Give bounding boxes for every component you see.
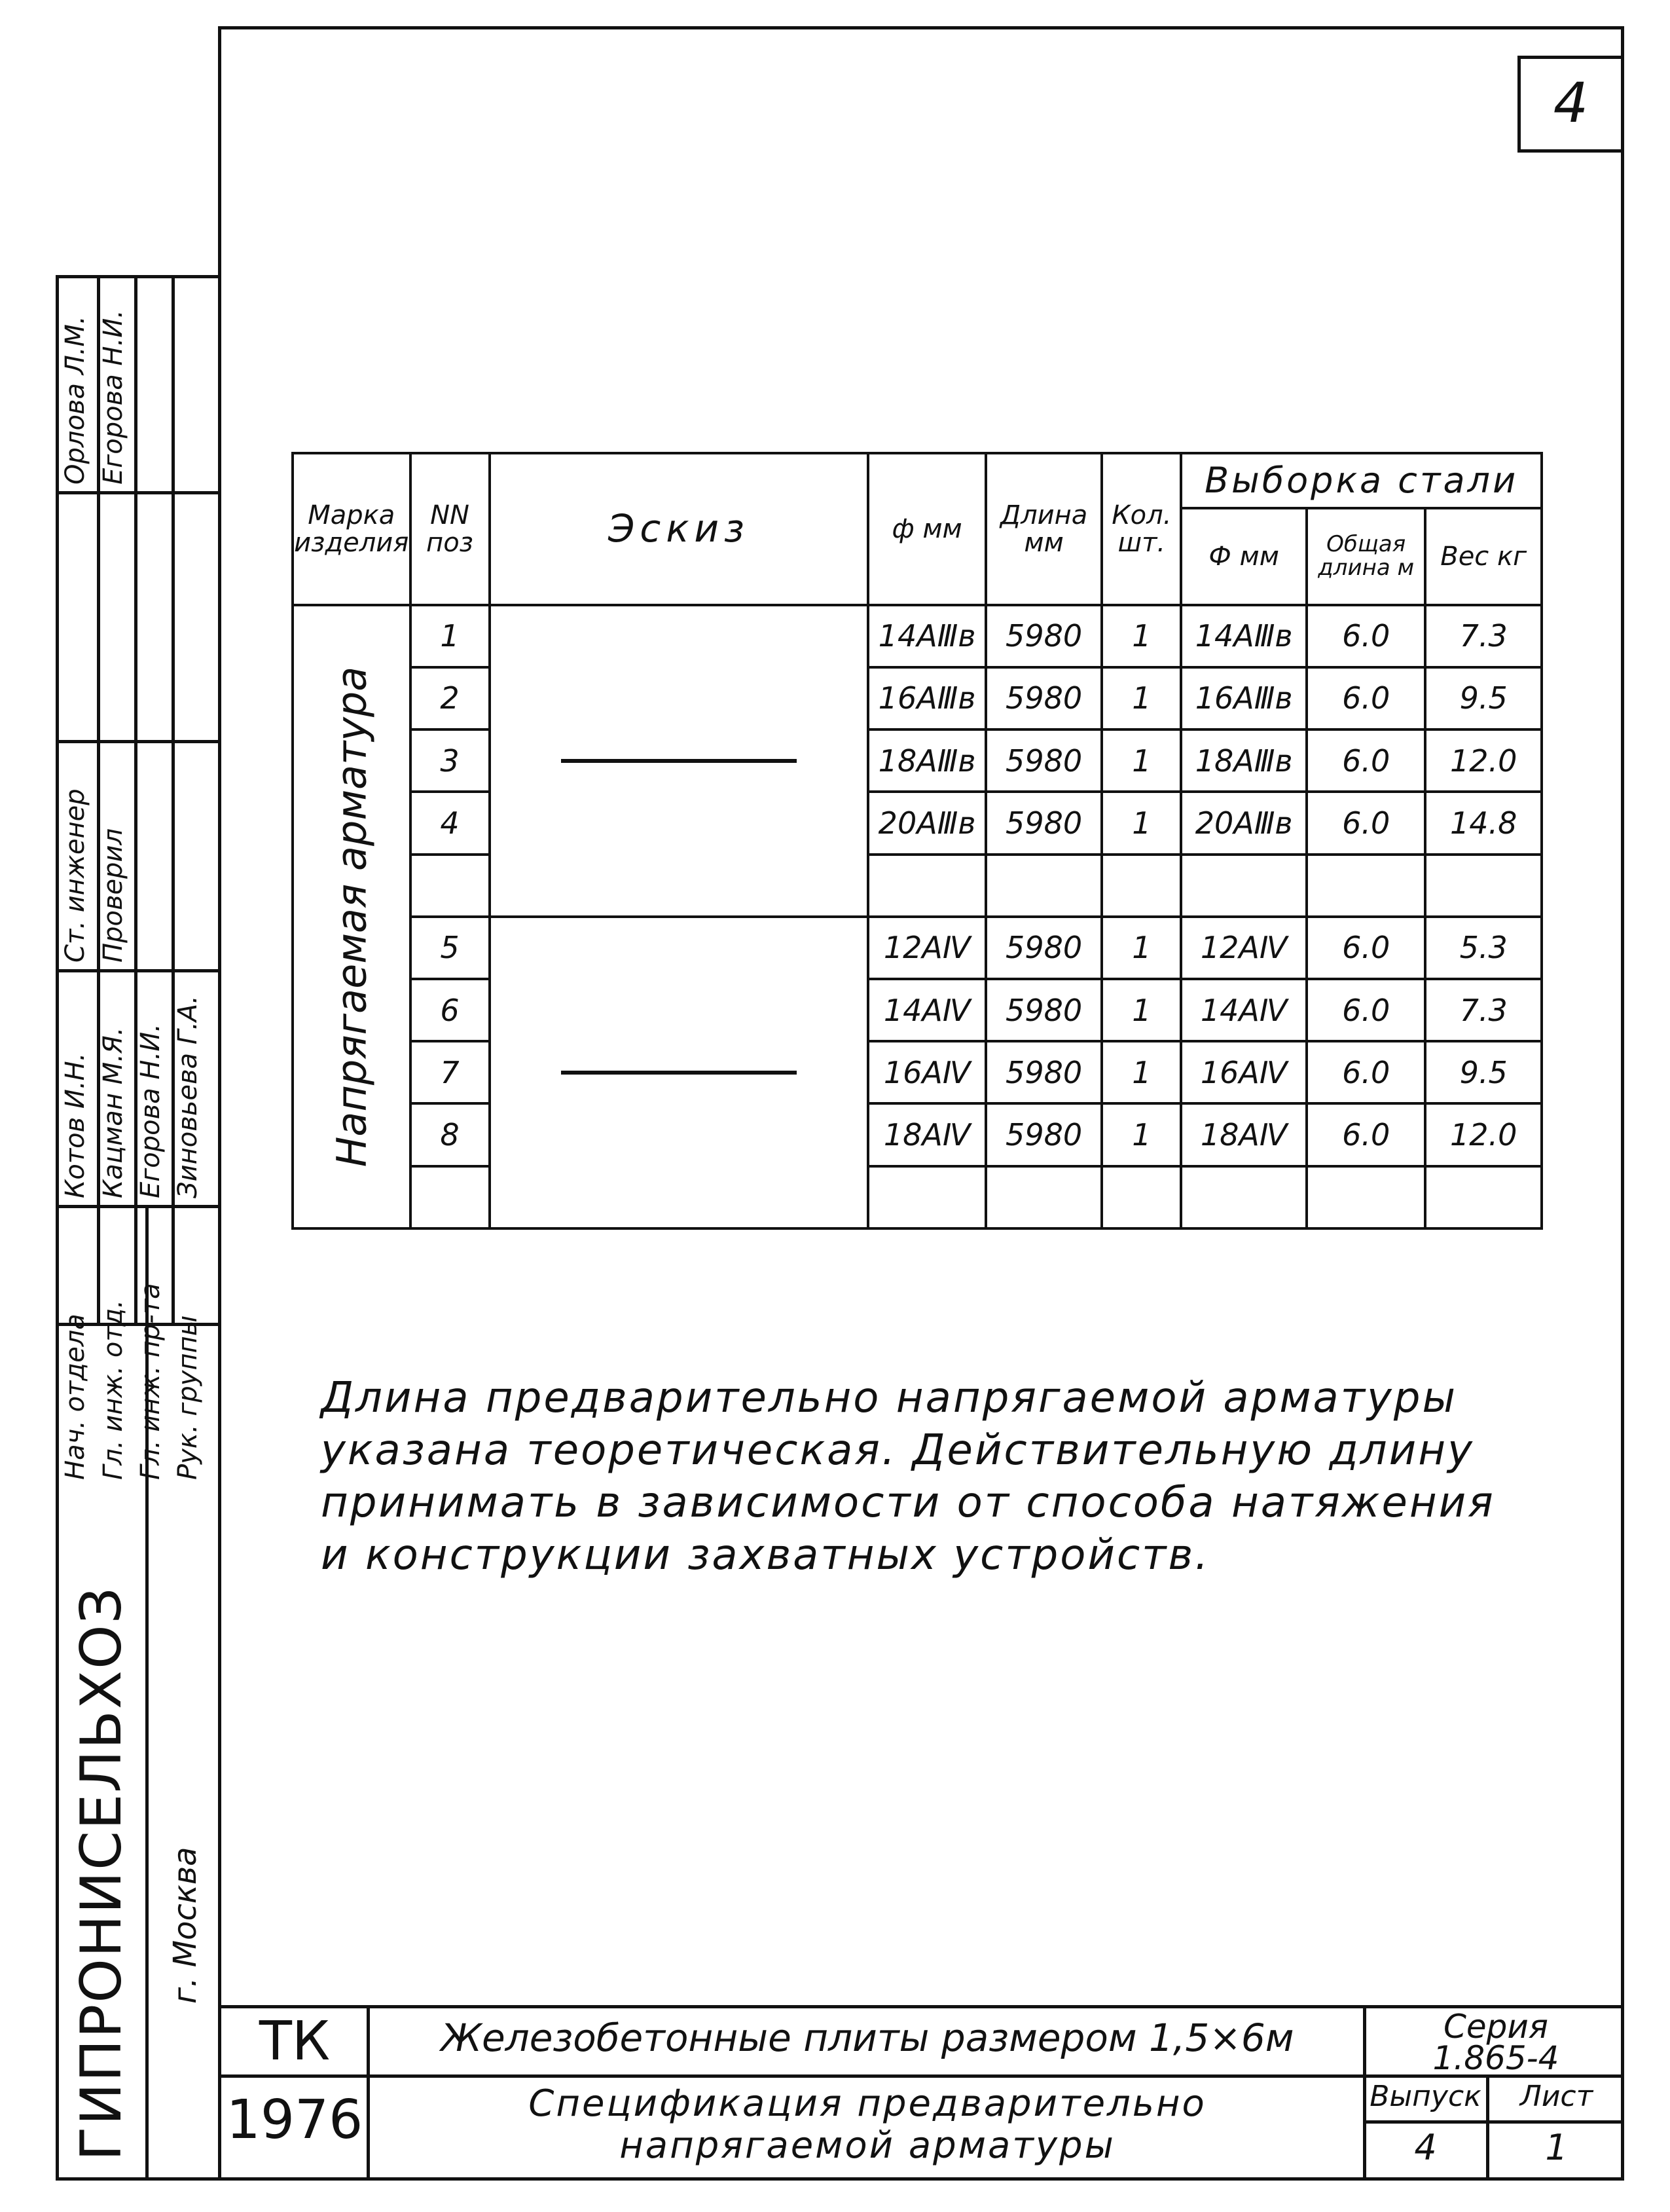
cell-diam: 20AⅢв	[868, 792, 986, 854]
cell-empty	[868, 1166, 986, 1228]
spec-table	[291, 452, 1543, 1230]
table-row	[293, 729, 1542, 792]
table-row	[293, 792, 1542, 854]
cell-sdiam: 18AⅢв	[1181, 729, 1307, 792]
title-block-issue-line	[1363, 2120, 1624, 2124]
stamp-position: Гл. инж. отд.	[98, 1299, 128, 1480]
stamp-position: Рук. группы	[173, 1315, 203, 1480]
cell-sdiam: 16AⅣ	[1181, 1041, 1307, 1103]
table-row-empty	[293, 855, 1542, 917]
cell-weight: 12.0	[1425, 1103, 1542, 1166]
title-subtitle: Спецификация предварительно	[528, 2082, 1207, 2125]
stamp-name: Орлова Л.М.	[60, 316, 90, 485]
cell-qty: 1	[1102, 792, 1181, 854]
cell-qty: 1	[1102, 1103, 1181, 1166]
sheet-number: 4	[1553, 71, 1589, 135]
cell-total-length: 6.0	[1307, 979, 1426, 1041]
cell-diam: 18AⅣ	[868, 1103, 986, 1166]
table-row	[293, 605, 1542, 667]
cell-length: 5980	[986, 917, 1102, 979]
cell-empty	[410, 1166, 490, 1228]
cell-diam: 14AⅣ	[868, 979, 986, 1041]
note	[321, 1372, 1565, 1581]
cell-qty: 1	[1102, 979, 1181, 1041]
cell-pos: 7	[410, 1041, 490, 1103]
cell-sdiam: 12AⅣ	[1181, 917, 1307, 979]
organization-city: г. Москва	[167, 1847, 204, 2004]
cell-weight: 14.8	[1425, 792, 1542, 854]
cell-diam: 18AⅢв	[868, 729, 986, 792]
cell-diam: 16AⅢв	[868, 667, 986, 729]
cell-empty	[1102, 1166, 1181, 1228]
sketch-bar	[561, 759, 797, 763]
cell-empty	[1425, 1166, 1542, 1228]
cell-total-length: 6.0	[1307, 917, 1426, 979]
cell-sdiam: 20AⅢв	[1181, 792, 1307, 854]
header-marka: Марка изделия	[293, 453, 410, 605]
cell-empty	[986, 855, 1102, 917]
header-sub-total-length: Общая длина м	[1307, 508, 1426, 604]
cell-weight: 9.5	[1425, 1041, 1542, 1103]
cell-empty	[986, 1166, 1102, 1228]
cell-total-length: 6.0	[1307, 605, 1426, 667]
cell-diam: 14AⅢв	[868, 605, 986, 667]
cell-qty: 1	[1102, 667, 1181, 729]
cell-pos: 8	[410, 1103, 490, 1166]
table-row-empty	[293, 1166, 1542, 1228]
cell-pos: 3	[410, 729, 490, 792]
header-length: Длина мм	[986, 453, 1102, 605]
cell-sdiam: 14AⅢв	[1181, 605, 1307, 667]
stamp-name: Егорова Н.И.	[98, 310, 128, 485]
header-sub-weight: Вес кг	[1425, 508, 1542, 604]
cell-diam: 16AⅣ	[868, 1041, 986, 1103]
header-eskiz: Эскиз	[490, 453, 869, 605]
sketch-cell	[490, 917, 869, 1228]
cell-length: 5980	[986, 729, 1102, 792]
cell-weight: 7.3	[1425, 605, 1542, 667]
header-diam: ф мм	[868, 453, 986, 605]
stamp-name: Егорова Н.И.	[136, 1023, 166, 1198]
cell-total-length: 6.0	[1307, 667, 1426, 729]
table-row	[293, 667, 1542, 729]
sketch-bar	[561, 1071, 797, 1075]
cell-empty	[1425, 855, 1542, 917]
title-block-divider	[367, 2005, 370, 2181]
title-year: 1976	[226, 2089, 363, 2151]
series-value: 1.865-4	[1432, 2039, 1559, 2077]
cell-length: 5980	[986, 667, 1102, 729]
cell-length: 5980	[986, 1103, 1102, 1166]
stamp-name: Зиновьева Г.А.	[173, 995, 203, 1198]
note-line: Длина предварительно напрягаемой арматуры	[321, 1374, 1458, 1422]
cell-sdiam: 18AⅣ	[1181, 1103, 1307, 1166]
cell-empty	[1102, 855, 1181, 917]
stamp-row-line	[56, 740, 221, 743]
cell-empty	[410, 855, 490, 917]
cell-pos: 5	[410, 917, 490, 979]
cell-length: 5980	[986, 1041, 1102, 1103]
title-main: Железобетонные плиты размером 1,5×6м	[441, 2016, 1294, 2060]
stamp-row-line	[56, 1205, 221, 1208]
organization-name: ГИПРОНИСЕЛЬХОЗ	[69, 1586, 134, 2161]
header-qty: Кол. шт.	[1102, 453, 1181, 605]
stamp-row-line	[56, 491, 221, 494]
cell-total-length: 6.0	[1307, 1103, 1426, 1166]
stamp-position: Гл. инж. пр-та	[136, 1283, 166, 1480]
cell-weight: 5.3	[1425, 917, 1542, 979]
row-group-label-cell	[293, 605, 410, 1228]
stamp-row-line	[56, 969, 221, 972]
cell-empty	[1307, 1166, 1426, 1228]
cell-weight: 9.5	[1425, 667, 1542, 729]
stamp-position: Нач. отдела	[60, 1314, 90, 1480]
note-line: и конструкции захватных устройств.	[321, 1531, 1210, 1579]
table-row	[293, 979, 1542, 1041]
cell-qty: 1	[1102, 1041, 1181, 1103]
cell-empty	[1307, 855, 1426, 917]
series-label: Серия	[1443, 2008, 1548, 2046]
issue-label: Выпуск	[1370, 2080, 1481, 2113]
cell-diam: 12AⅣ	[868, 917, 986, 979]
stamp-name: Котов И.Н.	[60, 1052, 90, 1198]
cell-empty	[1181, 855, 1307, 917]
cell-pos: 2	[410, 667, 490, 729]
note-line: указана теоретическая. Действительную длину	[321, 1426, 1474, 1475]
table-row	[293, 1041, 1542, 1103]
cell-qty: 1	[1102, 729, 1181, 792]
stamp-position: Проверил	[98, 828, 128, 963]
cell-pos: 1	[410, 605, 490, 667]
sheet-number-box	[1517, 56, 1624, 153]
title-subtitle: напрягаемой арматуры	[619, 2124, 1116, 2167]
header-pos: NN поз	[410, 453, 490, 605]
cell-total-length: 6.0	[1307, 729, 1426, 792]
cell-pos: 4	[410, 792, 490, 854]
cell-total-length: 6.0	[1307, 792, 1426, 854]
cell-weight: 7.3	[1425, 979, 1542, 1041]
row-group-label: Напрягаемая арматура	[327, 666, 376, 1168]
cell-length: 5980	[986, 979, 1102, 1041]
cell-weight: 12.0	[1425, 729, 1542, 792]
sheet-value: 1	[1545, 2127, 1568, 2168]
header-sub-diam: Ф мм	[1181, 508, 1307, 604]
cell-qty: 1	[1102, 917, 1181, 979]
issue-value: 4	[1414, 2127, 1437, 2168]
cell-sdiam: 14AⅣ	[1181, 979, 1307, 1041]
cell-length: 5980	[986, 792, 1102, 854]
table-row	[293, 917, 1542, 979]
cell-total-length: 6.0	[1307, 1041, 1426, 1103]
header-group: Выборка стали	[1181, 453, 1542, 508]
title-code: ТК	[259, 2010, 331, 2073]
cell-length: 5980	[986, 605, 1102, 667]
table-row	[293, 1103, 1542, 1166]
stamp-position: Ст. инженер	[60, 788, 90, 963]
cell-empty	[1181, 1166, 1307, 1228]
cell-empty	[868, 855, 986, 917]
cell-pos: 6	[410, 979, 490, 1041]
sketch-cell	[490, 605, 869, 917]
cell-sdiam: 16AⅢв	[1181, 667, 1307, 729]
note-line: принимать в зависимости от способа натяжения	[321, 1479, 1495, 1527]
sheet-label: Лист	[1519, 2080, 1593, 2113]
stamp-name: Кацман М.Я.	[98, 1027, 128, 1198]
cell-qty: 1	[1102, 605, 1181, 667]
